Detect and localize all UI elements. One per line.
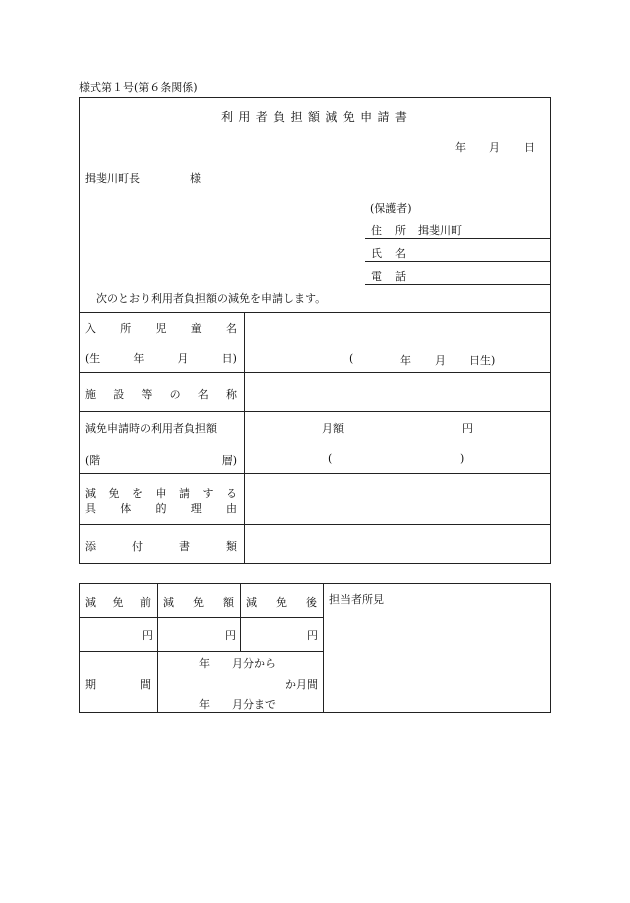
date-year: 年 bbox=[455, 141, 466, 154]
burden-monthly: 月額 bbox=[322, 422, 344, 435]
attachments-label bbox=[85, 538, 237, 554]
label-char: 名 bbox=[226, 322, 237, 335]
label-char: 層) bbox=[221, 454, 237, 467]
label-char: 額 bbox=[223, 596, 234, 609]
label-char: 減 bbox=[163, 596, 174, 609]
label-char: 話 bbox=[395, 270, 406, 283]
name-underline bbox=[365, 261, 551, 262]
label-char: (階 bbox=[85, 454, 101, 467]
label-char: 申 bbox=[155, 487, 167, 500]
label-char: 氏 bbox=[371, 247, 382, 260]
burden-yen: 円 bbox=[462, 422, 473, 435]
label-char: 的 bbox=[155, 502, 167, 515]
after-yen: 円 bbox=[307, 629, 318, 642]
label-char: 具 bbox=[85, 502, 96, 515]
label-char: 後 bbox=[306, 596, 317, 609]
birth-open-paren: ( bbox=[349, 352, 354, 365]
addressee-name: 揖斐川町長 bbox=[85, 172, 140, 185]
label-char: 施 bbox=[85, 388, 96, 401]
label-char: 所 bbox=[395, 224, 406, 237]
label-char: 入 bbox=[85, 322, 96, 335]
after-reduction-label bbox=[246, 594, 317, 610]
form-title bbox=[221, 108, 407, 125]
label-char: (生 bbox=[85, 352, 101, 365]
facility-name-label bbox=[85, 386, 237, 402]
applicant-role: (保護者) bbox=[370, 202, 412, 215]
label-char: 免 bbox=[112, 596, 124, 609]
label-char: 減 bbox=[246, 596, 257, 609]
label-char: 名 bbox=[197, 388, 209, 401]
address-underline bbox=[365, 238, 551, 239]
label-char: 日) bbox=[221, 352, 237, 365]
reason-label-line1 bbox=[85, 485, 237, 501]
label-char: を bbox=[132, 487, 143, 500]
row-divider bbox=[79, 617, 323, 618]
reduction-amount-label bbox=[163, 594, 234, 610]
label-char: 者 bbox=[255, 110, 268, 124]
label-char: 減 bbox=[85, 596, 96, 609]
label-char: 称 bbox=[225, 388, 237, 401]
date-month: 月 bbox=[489, 141, 500, 154]
label-char: 付 bbox=[132, 540, 143, 553]
form-number: 様式第１号(第６条関係) bbox=[79, 81, 198, 94]
date-day: 日 bbox=[524, 141, 535, 154]
label-char: 減 bbox=[325, 110, 338, 124]
before-yen: 円 bbox=[142, 629, 153, 642]
row-divider bbox=[79, 411, 551, 412]
reason-label-line2 bbox=[85, 500, 237, 516]
label-char: す bbox=[202, 487, 214, 500]
label-char: 電 bbox=[371, 270, 382, 283]
name-label bbox=[371, 245, 406, 261]
label-char: 期 bbox=[85, 678, 96, 691]
label-char: 免 bbox=[108, 487, 120, 500]
label-char: 申 bbox=[360, 110, 373, 124]
label-char: 理 bbox=[190, 502, 202, 515]
label-char: 名 bbox=[395, 247, 406, 260]
tier-close-paren: ) bbox=[460, 452, 465, 465]
row-divider bbox=[79, 312, 551, 313]
tier-label bbox=[85, 452, 237, 468]
phone-underline bbox=[365, 284, 551, 285]
label-char: の bbox=[169, 388, 181, 401]
row-divider bbox=[79, 372, 551, 373]
label-char: 年 bbox=[133, 352, 145, 365]
label-char: 等 bbox=[141, 388, 153, 401]
column-divider bbox=[323, 583, 324, 713]
label-char: 間 bbox=[140, 678, 151, 691]
label-char: 児 bbox=[155, 322, 167, 335]
label-char: 所 bbox=[120, 322, 132, 335]
column-divider bbox=[244, 312, 245, 564]
row-divider bbox=[79, 651, 323, 652]
label-char: 免 bbox=[276, 596, 287, 609]
label-char: 請 bbox=[377, 110, 390, 124]
label-char: 負 bbox=[273, 110, 286, 124]
address-value: 揖斐川町 bbox=[418, 224, 462, 237]
label-char: 減 bbox=[85, 487, 96, 500]
birth-day: 日生) bbox=[469, 354, 496, 367]
burden-label: 減免申請時の利用者負担額 bbox=[85, 422, 217, 435]
label-char: 前 bbox=[140, 596, 151, 609]
birth-year: 年 bbox=[400, 354, 411, 367]
birth-date-label bbox=[85, 350, 237, 366]
label-char: 免 bbox=[342, 110, 355, 124]
addressee-honorific: 様 bbox=[190, 172, 201, 185]
label-char: 童 bbox=[190, 322, 202, 335]
label-char: る bbox=[226, 487, 237, 500]
row-divider bbox=[79, 524, 551, 525]
label-char: 添 bbox=[85, 540, 96, 553]
before-reduction-label bbox=[85, 594, 151, 610]
label-char: 住 bbox=[371, 224, 382, 237]
row-divider bbox=[79, 473, 551, 474]
tier-open-paren: ( bbox=[328, 452, 333, 465]
label-char: 額 bbox=[307, 110, 320, 124]
period-months: か月間 bbox=[285, 678, 318, 691]
period-from: 年 月分から bbox=[199, 657, 276, 670]
label-char: 類 bbox=[226, 540, 237, 553]
birth-month: 月 bbox=[435, 354, 446, 367]
label-char: 月 bbox=[177, 352, 189, 365]
label-char: 書 bbox=[394, 110, 407, 124]
label-char: 書 bbox=[179, 540, 190, 553]
staff-opinion-label: 担当者所見 bbox=[329, 593, 384, 606]
label-char: 利 bbox=[221, 110, 234, 124]
label-char: 設 bbox=[113, 388, 125, 401]
period-to: 年 月分まで bbox=[199, 698, 276, 711]
address-label bbox=[371, 222, 406, 238]
child-name-label bbox=[85, 320, 237, 336]
period-label bbox=[85, 676, 151, 692]
label-char: 用 bbox=[238, 110, 251, 124]
request-text: 次のとおり利用者負担額の減免を申請します。 bbox=[96, 292, 327, 305]
column-divider bbox=[157, 583, 158, 713]
label-char: 担 bbox=[290, 110, 303, 124]
label-char: 体 bbox=[120, 502, 132, 515]
label-char: 由 bbox=[226, 502, 237, 515]
amount-yen: 円 bbox=[225, 629, 236, 642]
label-char: 請 bbox=[179, 487, 190, 500]
label-char: 免 bbox=[193, 596, 204, 609]
phone-label bbox=[371, 268, 406, 284]
